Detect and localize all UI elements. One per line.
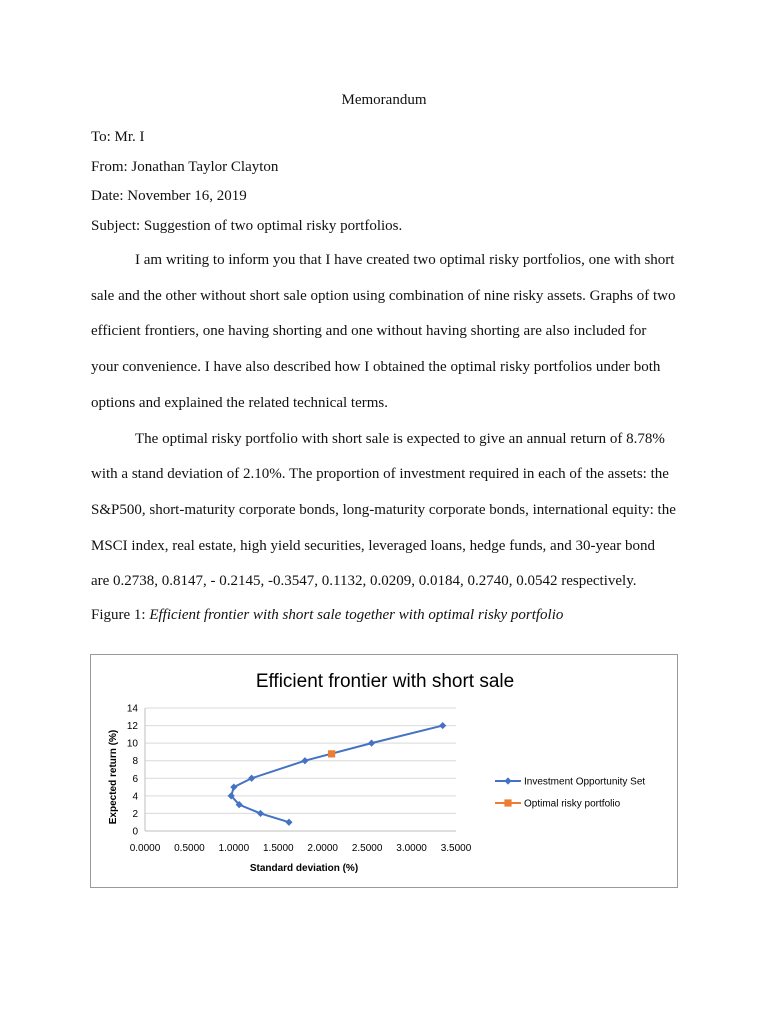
y-tick-label: 10: [126, 738, 138, 750]
data-point: [248, 775, 255, 782]
legend-label: Investment Opportunity Set: [524, 776, 646, 788]
x-tick-label: 0.5000: [174, 843, 205, 854]
legend-marker: [504, 799, 511, 806]
data-point: [368, 740, 375, 747]
x-tick-label: 0.0000: [129, 843, 161, 854]
optimal-portfolio-point: [328, 750, 335, 757]
data-point: [230, 783, 237, 790]
x-tick-label: 2.5000: [351, 843, 383, 854]
y-axis-label: Expected return (%): [108, 729, 119, 825]
y-tick-label: 4: [132, 791, 138, 803]
paragraph-line: options and explained the related technical terms.: [91, 395, 388, 411]
memo-title: Memorandum: [341, 92, 427, 108]
figure-label: Figure 1:: [91, 607, 150, 623]
data-point: [257, 810, 264, 817]
paragraph-line: sale and the other without short sale option using combination of nine risky assets. Graphs of two: [91, 288, 676, 304]
figure-caption-text: Efficient frontier with short sale together with optimal risky portfolio: [149, 607, 564, 623]
y-tick-label: 2: [132, 808, 138, 820]
y-tick-label: 6: [132, 773, 138, 785]
y-tick-label: 8: [132, 756, 138, 768]
y-tick-label: 0: [132, 826, 138, 838]
y-tick-label: 14: [126, 703, 138, 715]
data-point: [285, 819, 292, 826]
memo-subject: Subject: Suggestion of two optimal risky portfolios.: [91, 218, 403, 234]
x-tick-label: 1.5000: [262, 843, 294, 854]
chart-container: [90, 654, 678, 888]
x-tick-label: 3.5000: [440, 843, 472, 854]
y-tick-label: 12: [126, 721, 138, 733]
memo-date: Date: November 16, 2019: [91, 188, 247, 204]
efficient-frontier-chart: [91, 655, 677, 887]
memo-from: From: Jonathan Taylor Clayton: [91, 159, 279, 175]
series-line: [231, 726, 442, 823]
chart-title: Efficient frontier with short sale: [255, 671, 515, 692]
paragraph-line: MSCI index, real estate, high yield securities, leveraged loans, hedge funds, and 30-year bond: [91, 538, 656, 554]
legend-marker: [504, 777, 511, 784]
data-point: [301, 757, 308, 764]
paragraph-line: with a stand deviation of 2.10%. The proportion of investment required in each of the assets: the: [91, 466, 669, 482]
x-axis-label: Standard deviation (%): [249, 863, 359, 874]
paragraph-line: are 0.2738, 0.8147, - 0.2145, -0.3547, 0.1132, 0.0209, 0.0184, 0.2740, 0.0542 respectively.: [91, 573, 637, 589]
paragraph-line: I am writing to inform you that I have created two optimal risky portfolios, one with short: [135, 252, 675, 268]
paragraph-line: S&P500, short-maturity corporate bonds, long-maturity corporate bonds, international equity: the: [91, 502, 676, 518]
paragraph-line: efficient frontiers, one having shorting and one without having shorting are also included for: [91, 323, 647, 339]
paragraph-line: The optimal risky portfolio with short sale is expected to give an annual return of 8.78%: [135, 431, 665, 447]
x-tick-label: 3.0000: [396, 843, 427, 854]
x-tick-label: 1.0000: [218, 843, 250, 854]
memo-to: To: Mr. I: [91, 129, 145, 145]
x-tick-label: 2.0000: [307, 843, 339, 854]
legend-label: Optimal risky portfolio: [524, 798, 621, 810]
paragraph-line: your convenience. I have also described how I obtained the optimal risky portfolios under both: [91, 359, 661, 375]
figure-caption: [91, 607, 563, 624]
data-point: [439, 722, 446, 729]
